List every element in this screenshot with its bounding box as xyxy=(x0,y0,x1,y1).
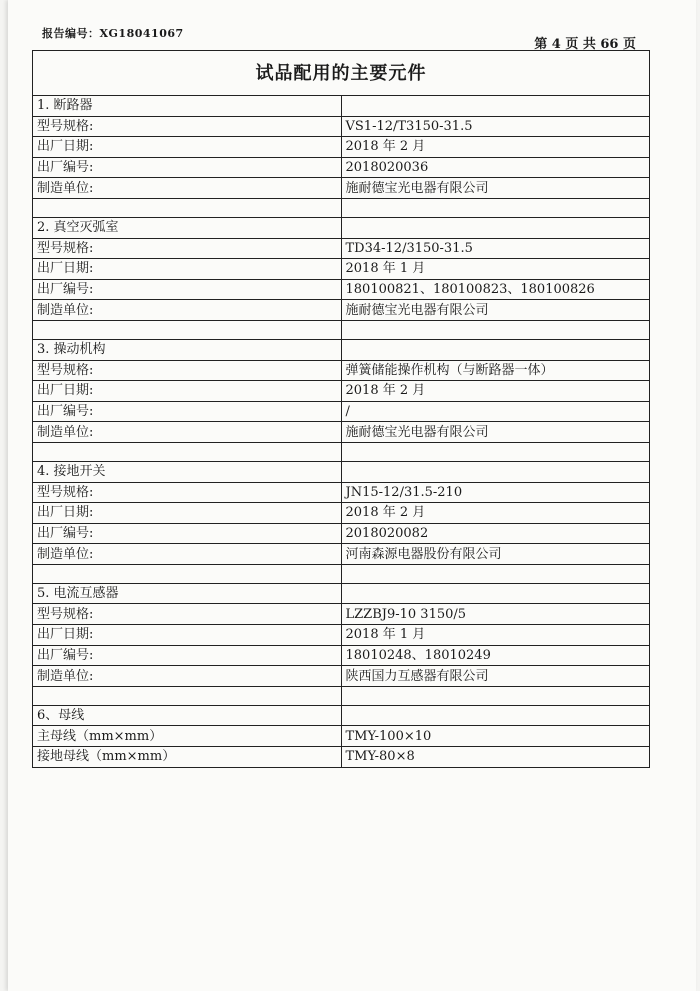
section-heading-row xyxy=(33,583,650,604)
field-value: 2018020036 xyxy=(341,157,650,178)
spacer-row xyxy=(33,320,650,339)
field-value: TD34-12/3150-31.5 xyxy=(341,238,650,259)
section-heading-empty-cell xyxy=(341,705,650,726)
section-heading: 1. 断路器 xyxy=(33,96,342,117)
table-row xyxy=(33,360,650,381)
empty-cell xyxy=(341,198,650,217)
table-row xyxy=(33,625,650,646)
section-heading-row xyxy=(33,217,650,238)
field-value: / xyxy=(341,401,650,422)
field-value: 陕西国力互感器有限公司 xyxy=(341,666,650,687)
table-row xyxy=(33,259,650,280)
section-heading-empty-cell xyxy=(341,461,650,482)
table-row xyxy=(33,645,650,666)
field-value: 施耐德宝光电器有限公司 xyxy=(341,300,650,321)
empty-cell xyxy=(33,198,342,217)
table-row xyxy=(33,422,650,443)
field-label: 制造单位: xyxy=(33,300,342,321)
components-table xyxy=(32,50,650,768)
empty-cell xyxy=(341,686,650,705)
table-row xyxy=(33,116,650,137)
field-label: 出厂编号: xyxy=(33,279,342,300)
table-row xyxy=(33,300,650,321)
field-label: 制造单位: xyxy=(33,422,342,443)
document-page xyxy=(8,0,696,991)
field-value: TMY-80×8 xyxy=(341,747,650,768)
field-label: 制造单位: xyxy=(33,178,342,199)
field-label: 出厂日期: xyxy=(33,625,342,646)
field-value: 施耐德宝光电器有限公司 xyxy=(341,422,650,443)
field-value: 2018020082 xyxy=(341,523,650,544)
table-row xyxy=(33,157,650,178)
table-row xyxy=(33,604,650,625)
field-value: VS1-12/T3150-31.5 xyxy=(341,116,650,137)
empty-cell xyxy=(341,564,650,583)
field-value: 弹簧储能操作机构（与断路器一体） xyxy=(341,360,650,381)
section-heading: 5. 电流互感器 xyxy=(33,583,342,604)
spacer-row xyxy=(33,442,650,461)
field-value: 2018 年 1 月 xyxy=(341,625,650,646)
empty-cell xyxy=(33,442,342,461)
table-row xyxy=(33,401,650,422)
title-row xyxy=(33,51,650,96)
section-heading-row xyxy=(33,96,650,117)
field-value: TMY-100×10 xyxy=(341,726,650,747)
section-heading: 3. 操动机构 xyxy=(33,339,342,360)
field-label: 接地母线（mm×mm） xyxy=(33,747,342,768)
field-value: 2018 年 1 月 xyxy=(341,259,650,280)
field-label: 出厂编号: xyxy=(33,523,342,544)
empty-cell xyxy=(33,564,342,583)
field-value: 18010248、18010249 xyxy=(341,645,650,666)
table-row xyxy=(33,178,650,199)
section-heading-empty-cell xyxy=(341,339,650,360)
section-heading: 2. 真空灭弧室 xyxy=(33,217,342,238)
spacer-row xyxy=(33,198,650,217)
field-label: 出厂编号: xyxy=(33,157,342,178)
field-value: 河南森源电器股份有限公司 xyxy=(341,544,650,565)
section-heading-row xyxy=(33,461,650,482)
table-row xyxy=(33,726,650,747)
table-title: 试品配用的主要元件 xyxy=(33,51,650,96)
field-label: 型号规格: xyxy=(33,116,342,137)
table-row xyxy=(33,544,650,565)
field-label: 制造单位: xyxy=(33,544,342,565)
section-heading-empty-cell xyxy=(341,217,650,238)
section-heading-row xyxy=(33,339,650,360)
table-row xyxy=(33,747,650,768)
field-label: 出厂编号: xyxy=(33,401,342,422)
table-row xyxy=(33,503,650,524)
field-label: 出厂编号: xyxy=(33,645,342,666)
table-row xyxy=(33,523,650,544)
table-row xyxy=(33,666,650,687)
table-row xyxy=(33,381,650,402)
field-label: 出厂日期: xyxy=(33,381,342,402)
spacer-row xyxy=(33,564,650,583)
section-heading: 4. 接地开关 xyxy=(33,461,342,482)
field-label: 制造单位: xyxy=(33,666,342,687)
section-heading: 6、母线 xyxy=(33,705,342,726)
empty-cell xyxy=(341,442,650,461)
field-label: 出厂日期: xyxy=(33,503,342,524)
empty-cell xyxy=(33,320,342,339)
field-label: 型号规格: xyxy=(33,604,342,625)
field-label: 主母线（mm×mm） xyxy=(33,726,342,747)
empty-cell xyxy=(33,686,342,705)
field-label: 型号规格: xyxy=(33,360,342,381)
field-value: 施耐德宝光电器有限公司 xyxy=(341,178,650,199)
field-value: LZZBJ9-10 3150/5 xyxy=(341,604,650,625)
field-label: 出厂日期: xyxy=(33,137,342,158)
field-label: 型号规格: xyxy=(33,482,342,503)
section-heading-empty-cell xyxy=(341,583,650,604)
table-row xyxy=(33,238,650,259)
field-value: 180100821、180100823、180100826 xyxy=(341,279,650,300)
table-row xyxy=(33,279,650,300)
field-value: 2018 年 2 月 xyxy=(341,381,650,402)
table-row xyxy=(33,137,650,158)
field-value: 2018 年 2 月 xyxy=(341,137,650,158)
field-label: 出厂日期: xyxy=(33,259,342,280)
field-label: 型号规格: xyxy=(33,238,342,259)
section-heading-row xyxy=(33,705,650,726)
report-number: 报告编号：XG18041067 xyxy=(42,27,184,40)
field-value: 2018 年 2 月 xyxy=(341,503,650,524)
page-number: 第 4 页 共 66 页 xyxy=(534,37,636,52)
table-row xyxy=(33,482,650,503)
spacer-row xyxy=(33,686,650,705)
section-heading-empty-cell xyxy=(341,96,650,117)
empty-cell xyxy=(341,320,650,339)
field-value: JN15-12/31.5-210 xyxy=(341,482,650,503)
